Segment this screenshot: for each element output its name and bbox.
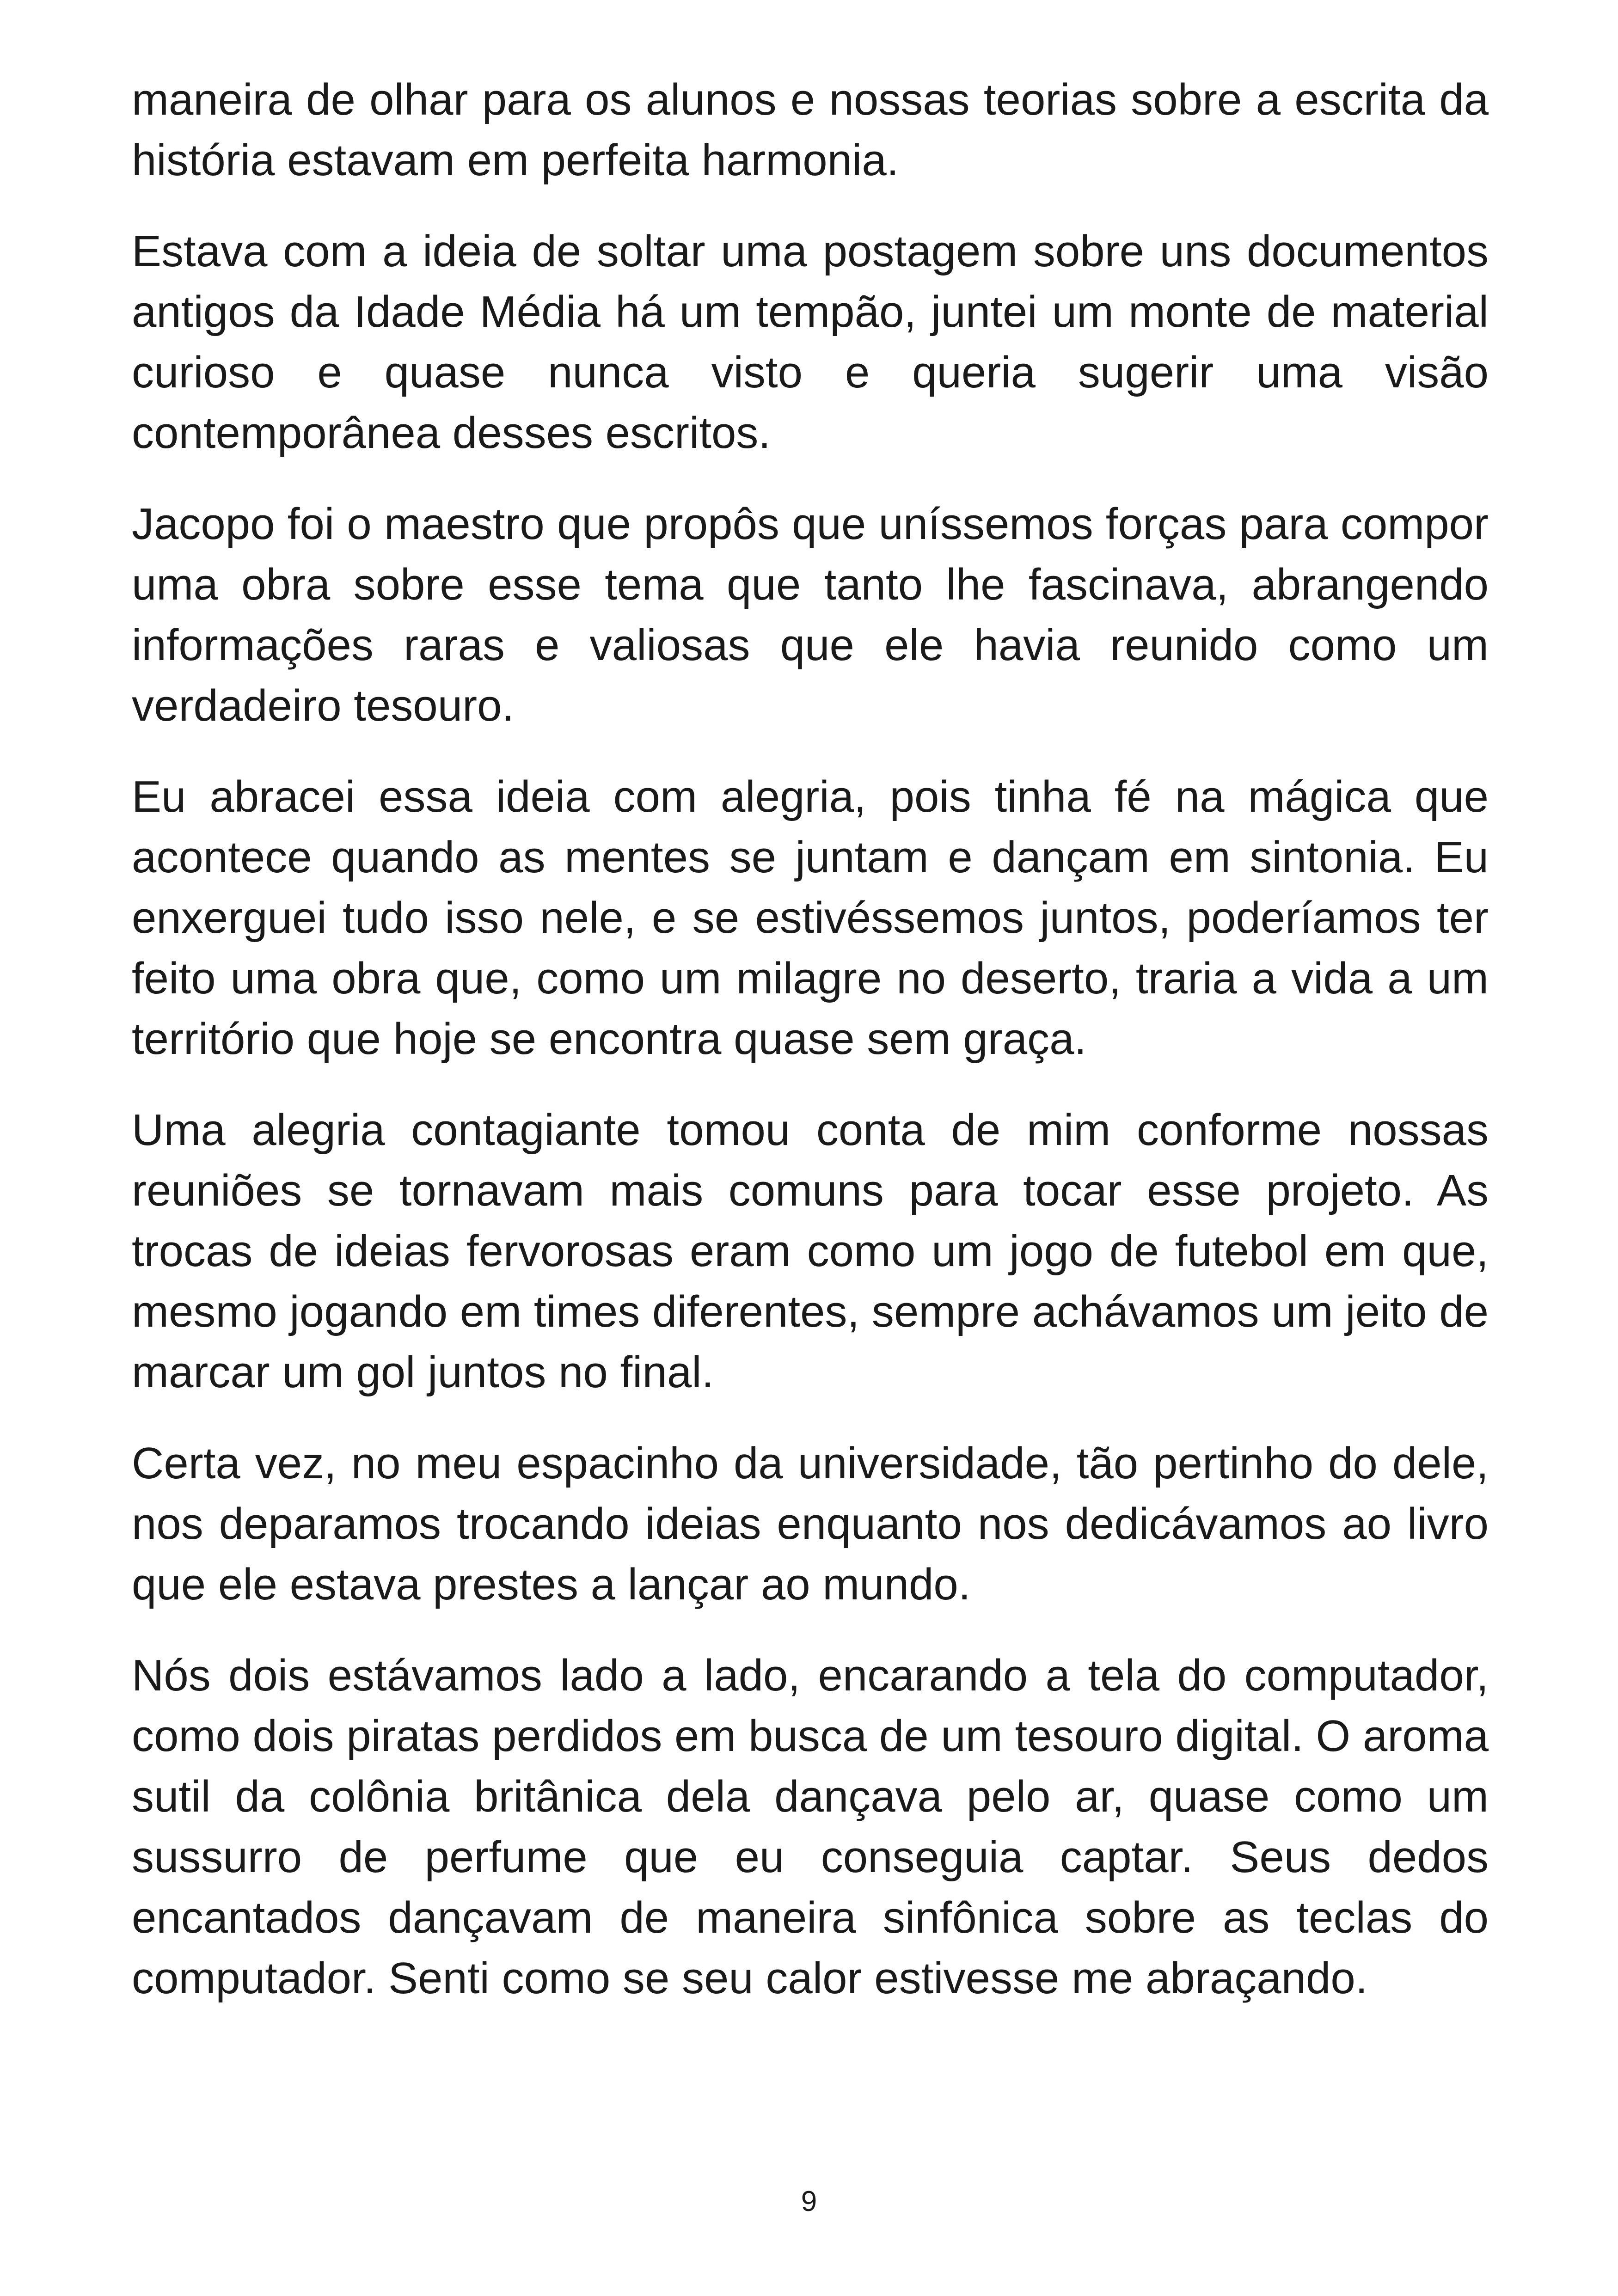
paragraph: Jacopo foi o maestro que propôs que uníssemos forças para compor uma obra sobre esse tema que tanto lhe fascinava, abrangendo informações raras e valiosas que ele havia reunido como um verdadeiro tesouro. (132, 499, 1489, 730)
paragraph: Eu abracei essa ideia com alegria, pois tinha fé na mágica que acontece quando as mentes se juntam e dançam em sintonia. Eu enxerguei tudo isso nele, e se estivéssemos juntos, poderíamos ter feito uma obra que, como um milagre no deserto, traria a vida a um território que hoje se encontra quase sem graça. (132, 772, 1489, 1064)
paragraph: Uma alegria contagiante tomou conta de mim conforme nossas reuniões se tornavam mais comuns para tocar esse projeto. As trocas de ideias fervorosas eram como um jogo de futebol em que, mesmo jogando em times diferentes, sempre achávamos um jeito de marcar um gol juntos no final. (132, 1105, 1489, 1397)
paragraph: Nós dois estávamos lado a lado, encarando a tela do computador, como dois piratas perdidos em busca de um tesouro digital. O aroma sutil da colônia britânica dela dançava pelo ar, quase como um sussurro de perfume que eu conseguia captar. Seus dedos encantados dançavam de maneira sinfônica sobre as teclas do computador. Senti como se seu calor estivesse me abraçando. (132, 1651, 1489, 2003)
paragraph: maneira de olhar para os alunos e nossas teorias sobre a escrita da história estavam em perfeita harmonia. (132, 75, 1489, 185)
body-text (132, 69, 1489, 2039)
page-number: 9 (801, 2186, 817, 2217)
paragraph: Estava com a ideia de soltar uma postagem sobre uns documentos antigos da Idade Média há um tempão, juntei um monte de material curioso e quase nunca visto e queria sugerir uma visão contemporânea desses escritos. (132, 227, 1489, 458)
paragraph: Certa vez, no meu espacinho da universidade, tão pertinho do dele, nos deparamos trocando ideias enquanto nos dedicávamos ao livro que ele estava prestes a lançar ao mundo. (132, 1439, 1489, 1609)
